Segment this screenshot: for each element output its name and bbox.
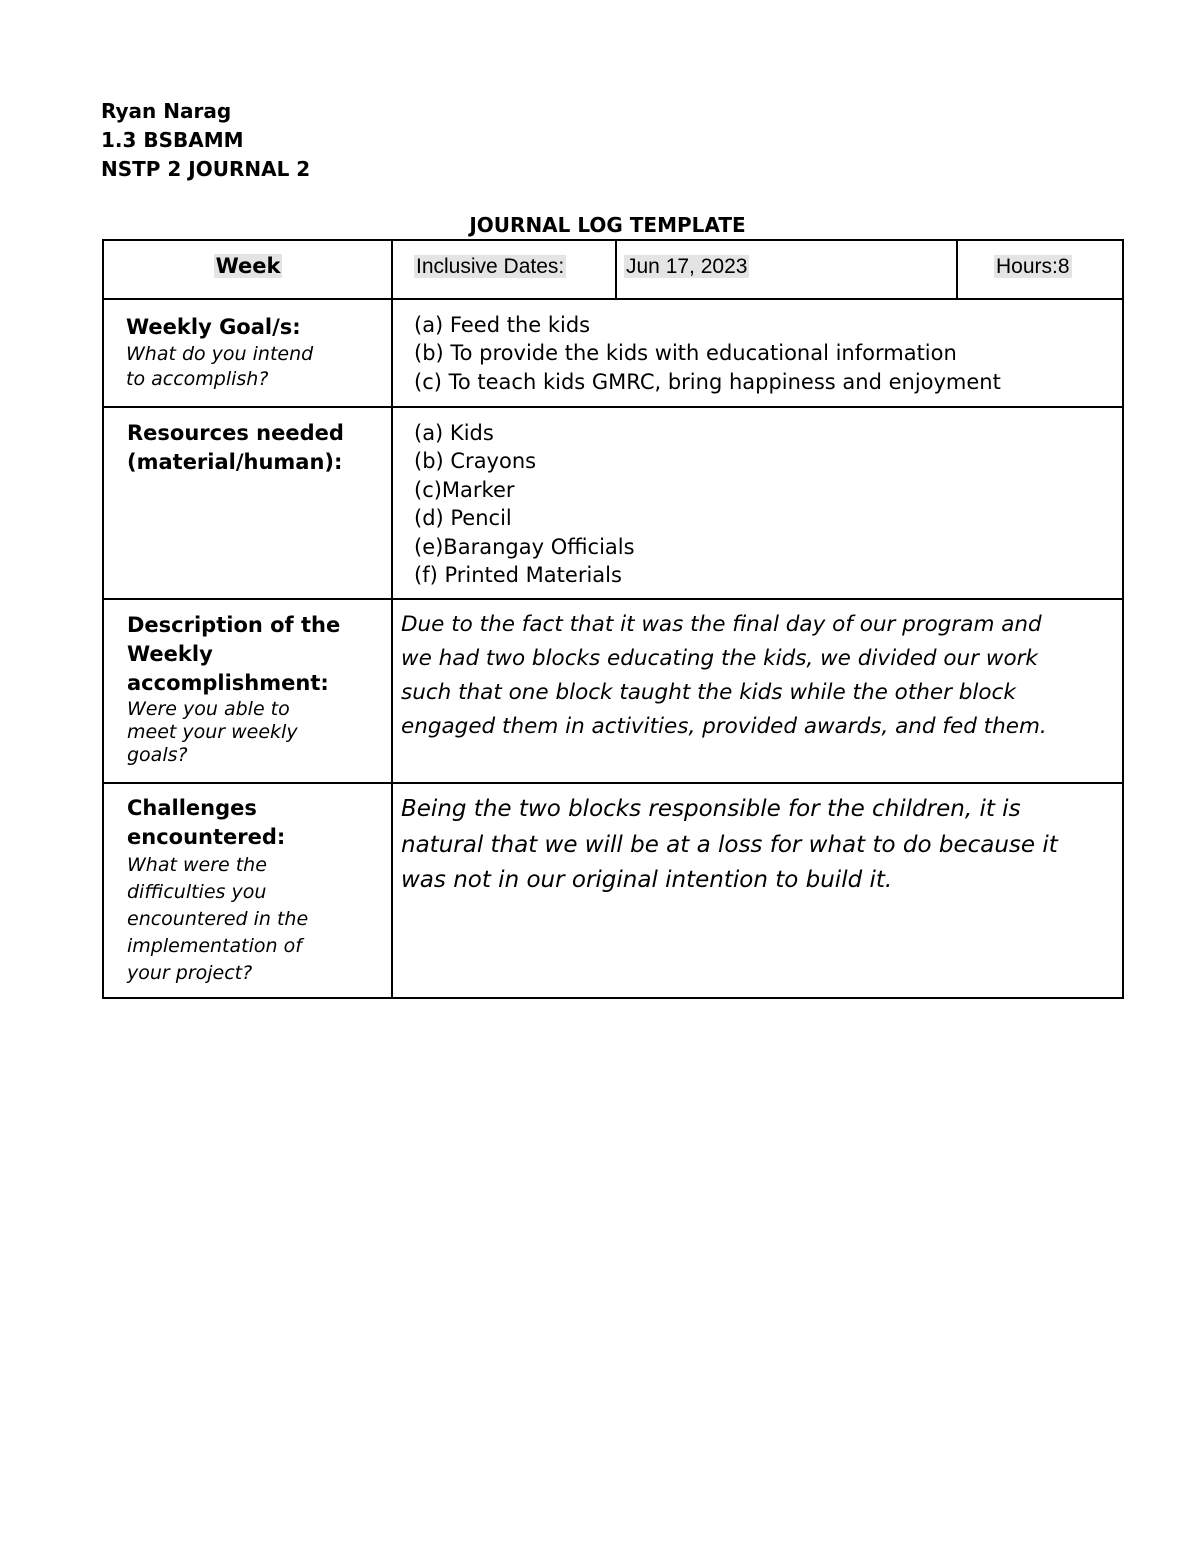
- inclusive-dates-label: Inclusive Dates:: [416, 255, 565, 278]
- row-divider: [104, 406, 1122, 408]
- list-item: (a) Feed the kids: [414, 313, 591, 337]
- row-divider: [104, 298, 1122, 300]
- text-line: such that one block taught the kids while the other block: [401, 680, 1016, 705]
- challenges-label-cell: [127, 794, 387, 987]
- accomplishment-label: accomplishment:: [127, 671, 329, 695]
- hours-cell: [994, 252, 1072, 282]
- text-line: Due to the fact that it was the final day of our program and: [401, 612, 1042, 637]
- column-divider: [615, 241, 617, 298]
- journal-table: [102, 239, 1124, 999]
- week-cell: [104, 251, 392, 281]
- inclusive-dates-cell: [414, 252, 566, 282]
- goals-prompt: to accomplish?: [126, 368, 269, 390]
- challenges-prompt: difficulties you: [127, 881, 267, 903]
- list-item: (b) To provide the kids with educational information: [414, 341, 957, 366]
- accomplishment-text: [401, 608, 1117, 744]
- column-divider: [391, 241, 393, 997]
- list-item: (e)Barangay Officials: [414, 534, 635, 559]
- row-divider: [104, 782, 1122, 784]
- date-value: Jun 17, 2023: [626, 255, 748, 278]
- list-item: (f) Printed Materials: [414, 563, 622, 588]
- text-line: engaged them in activities, provided awards, and fed them.: [401, 714, 1047, 739]
- challenges-label: Challenges: [127, 796, 257, 820]
- template-title: JOURNAL LOG TEMPLATE: [469, 213, 746, 237]
- accomplishment-prompt: goals?: [127, 744, 188, 766]
- resources-label: (material/human):: [127, 450, 343, 474]
- challenges-prompt: What were the: [127, 854, 267, 876]
- journal-title: NSTP 2 JOURNAL 2: [101, 157, 311, 181]
- challenges-text: [401, 792, 1117, 899]
- text-line: Being the two blocks responsible for the children, it is: [401, 796, 1021, 822]
- list-item: (c) To teach kids GMRC, bring happiness and enjoyment: [414, 369, 1001, 394]
- accomplishment-label: Description of the: [127, 613, 341, 637]
- list-item: (c)Marker: [414, 477, 515, 502]
- list-item: (b) Crayons: [414, 449, 537, 474]
- goals-list: [414, 311, 1001, 396]
- row-divider: [104, 598, 1122, 600]
- goals-label-cell: [126, 313, 386, 392]
- list-item: (d) Pencil: [414, 506, 512, 531]
- challenges-label: encountered:: [127, 825, 286, 849]
- accomplishment-prompt: meet your weekly: [127, 721, 298, 743]
- goals-label: Weekly Goal/s:: [126, 315, 301, 339]
- accomplishment-label: Weekly: [127, 642, 213, 666]
- resources-label-cell: [127, 419, 387, 477]
- text-line: natural that we will be at a loss for what to do because it: [401, 831, 1058, 858]
- date-cell: [624, 252, 749, 282]
- course-section: 1.3 BSBAMM: [101, 128, 244, 152]
- resources-list: [414, 419, 635, 589]
- column-divider: [956, 241, 958, 298]
- hours-value: Hours:8: [996, 255, 1070, 278]
- text-line: was not in our original intention to build it.: [401, 867, 893, 893]
- week-label: Week: [215, 254, 281, 278]
- author-name: Ryan Narag: [101, 99, 232, 123]
- goals-prompt: What do you intend: [126, 343, 314, 365]
- challenges-prompt: implementation of: [127, 935, 302, 957]
- challenges-prompt: encountered in the: [127, 908, 309, 930]
- text-line: we had two blocks educating the kids, we divided our work: [401, 646, 1038, 671]
- resources-label: Resources needed: [127, 421, 344, 445]
- document-header: [101, 97, 310, 184]
- accomplishment-prompt: Were you able to: [127, 698, 290, 720]
- list-item: (a) Kids: [414, 421, 494, 445]
- accomplishment-label-cell: [127, 611, 387, 767]
- challenges-prompt: your project?: [127, 962, 253, 984]
